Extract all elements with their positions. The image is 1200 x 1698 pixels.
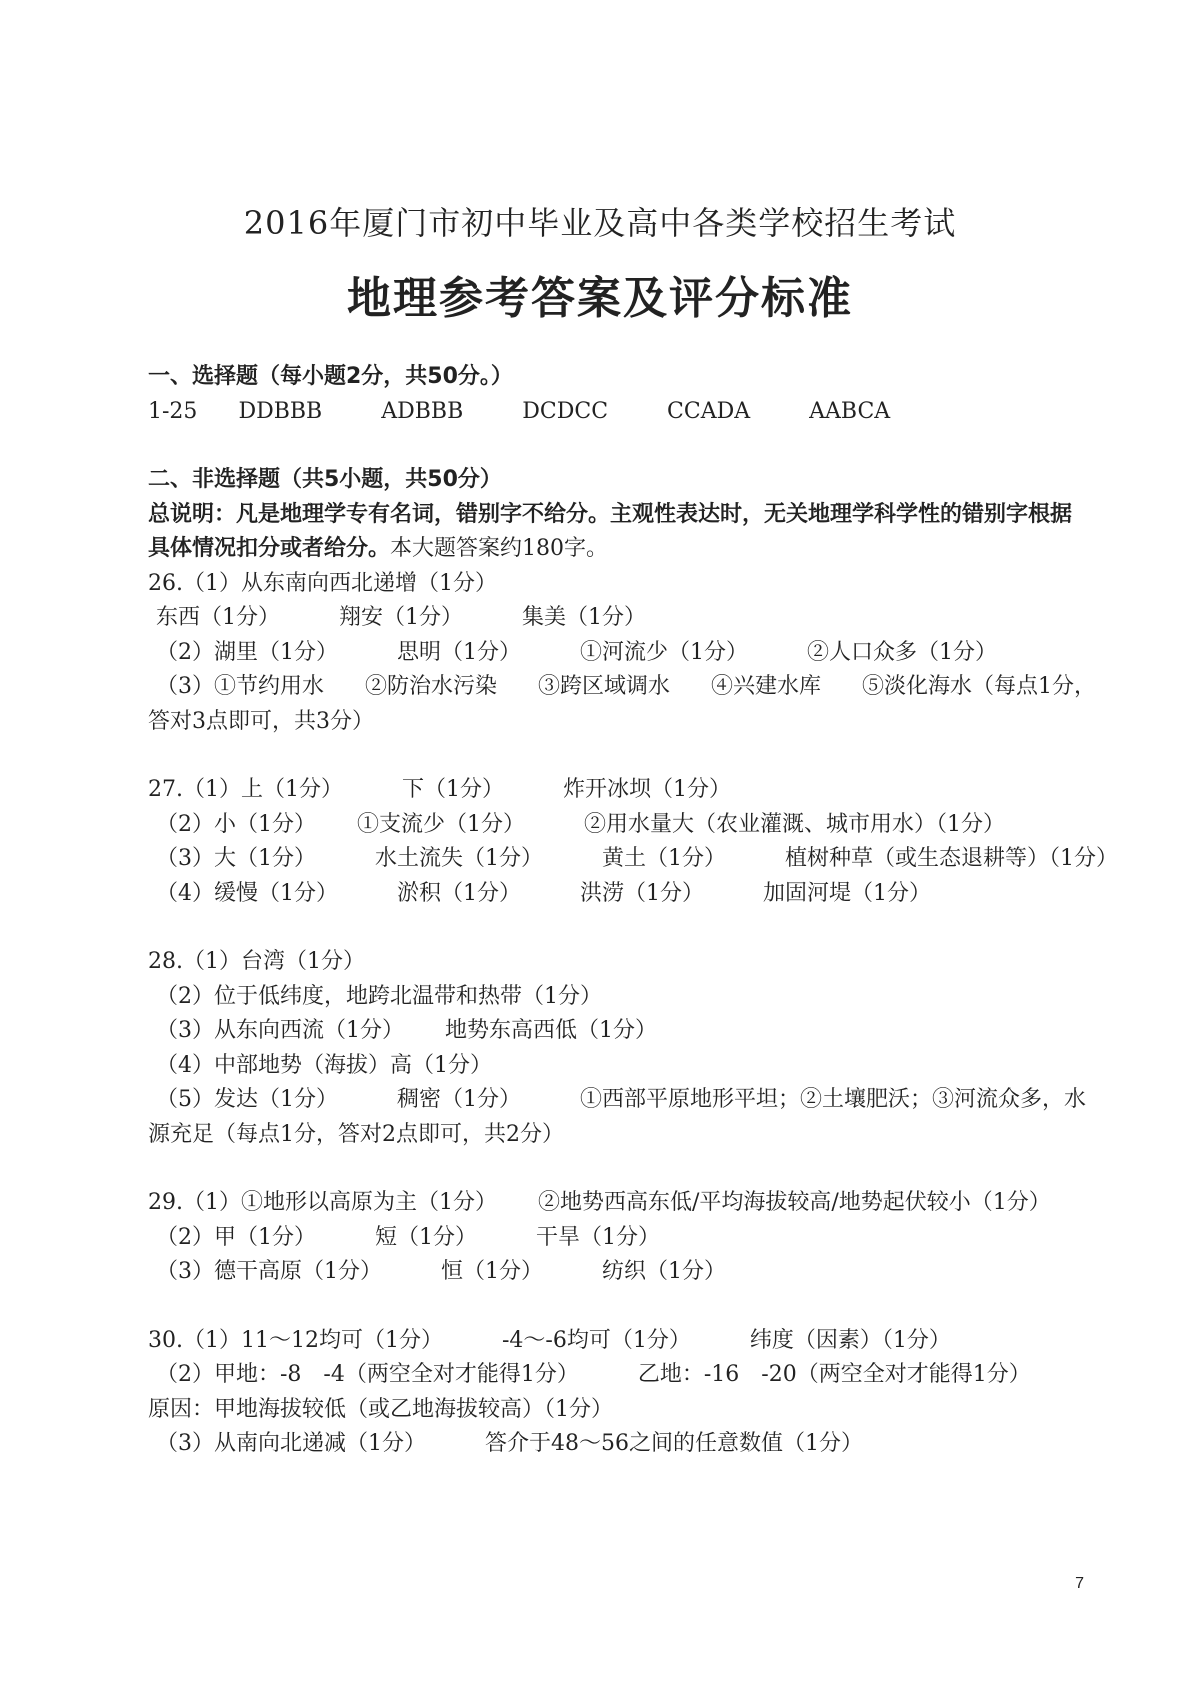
q27-2-item-c: ②用水量大（农业灌溉、城市用水）（1分）	[584, 811, 1005, 837]
q27-2-item-a: （2）小（1分）	[156, 811, 316, 837]
q27-3-item-b: 水土流失（1分）	[375, 846, 543, 871]
q26-3-item-b: ②防治水污染	[365, 674, 498, 699]
q29-1-item-b: ②地势西高东低/平均海拔较高/地势起伏较小（1分）	[537, 1190, 1051, 1215]
q28-line-4	[148, 1049, 1088, 1084]
choice-group-5: AABCA	[809, 398, 891, 424]
q28-3-item-b: 地势东高西低（1分）	[445, 1018, 657, 1043]
q27-1-item-c: 炸开冰坝（1分）	[562, 777, 731, 802]
q28-line-5	[148, 1083, 1088, 1118]
q26-line-4	[148, 670, 1097, 705]
answer-content	[148, 360, 1118, 1462]
q27-line-2	[148, 808, 1088, 843]
section-heading-choice: 一、选择题（每小题2分，共50分。）	[148, 364, 513, 389]
q27-4-item-a: （4）缓慢（1分）	[156, 880, 338, 906]
q30-2-reason: 原因：甲地海拔较低（或乙地海拔较高）（1分）	[148, 1396, 613, 1422]
document-subtitle: 地理参考答案及评分标准	[347, 273, 853, 324]
q27-3-item-a: （3）大（1分）	[156, 846, 316, 871]
q27-1-item-b: 下（1分）	[401, 777, 504, 802]
q26-3-scoring-note: 答对3点即可，共3分）	[148, 708, 374, 734]
q28-line-3	[148, 1014, 1088, 1049]
q30-line-1	[148, 1324, 1088, 1359]
q28-5-item-a: （5）发达（1分）	[156, 1087, 338, 1112]
q29-2-item-c: 干旱（1分）	[536, 1224, 660, 1250]
q26-line-1	[148, 567, 1088, 602]
q27-2-item-b: ①支流少（1分）	[357, 811, 525, 837]
q26-2-item-b: 思明（1分）	[397, 639, 521, 665]
q26-1-answer: 26.（1）从东南向西北递增（1分）	[148, 570, 497, 596]
q26-line-3	[148, 636, 1088, 671]
q26-1-item-a: 东西（1分）	[156, 605, 280, 630]
q26-3-item-d: ④兴建水库	[711, 674, 822, 699]
choice-answers	[148, 395, 1088, 430]
q26-3-item-a: （3）①节约用水	[156, 674, 324, 699]
q29-2-item-b: 短（1分）	[375, 1224, 477, 1250]
q26-3-item-e: ⑤淡化海水（每点1分，	[862, 674, 1097, 699]
q30-line-3	[148, 1393, 1088, 1428]
choice-group-1: DDBBB	[238, 398, 323, 424]
q28-5-item-b: 稠密（1分）	[397, 1087, 521, 1112]
q26-2-item-a: （2）湖里（1分）	[156, 639, 338, 665]
choice-group-4: CCADA	[667, 398, 751, 424]
q28-2-answer: （2）位于低纬度，地跨北温带和热带（1分）	[156, 983, 602, 1009]
general-note	[148, 498, 1088, 567]
q30-1-item-b: -4～-6均可（1分）	[501, 1327, 691, 1353]
q29-2-item-a: （2）甲（1分）	[156, 1224, 316, 1250]
choice-group-3: DCDCC	[522, 398, 609, 424]
q29-line-1	[148, 1186, 1088, 1221]
exam-title: 2016年厦门市初中毕业及高中各类学校招生考试	[243, 204, 957, 242]
q29-3-item-a: （3）德干高原（1分）	[156, 1259, 382, 1284]
q28-4-answer: （4）中部地势（海拔）高（1分）	[156, 1052, 492, 1078]
q28-5-scoring-note: 源充足（每点1分，答对2点即可，共2分）	[148, 1121, 564, 1147]
q28-line-1	[148, 945, 1088, 980]
q26-line-2	[148, 601, 1088, 636]
q26-1-item-b: 翔安（1分）	[339, 605, 463, 630]
general-note-rest: 本大题答案约180字。	[390, 536, 609, 561]
q28-3-item-a: （3）从东向西流（1分）	[156, 1018, 404, 1043]
q26-1-item-c: 集美（1分）	[522, 605, 646, 630]
q30-2-item-b: 乙地：-16 -20（两空全对才能得1分）	[637, 1362, 1031, 1387]
q30-1-item-c: 纬度（因素）（1分）	[749, 1327, 951, 1353]
q27-3-item-d: 植树种草（或生态退耕等）（1分）	[785, 846, 1118, 871]
q27-4-item-c: 洪涝（1分）	[580, 880, 704, 906]
q30-3-item-b: 答介于48～56之间的任意数值（1分）	[485, 1431, 863, 1456]
q28-1-answer: 28.（1）台湾（1分）	[148, 949, 365, 974]
q27-4-item-d: 加固河堤（1分）	[763, 880, 931, 906]
q29-line-2	[148, 1221, 1088, 1256]
q30-1-item-a: 30.（1）11～12均可（1分）	[148, 1327, 443, 1353]
q27-1-item-a: 27.（1）上（1分）	[148, 777, 343, 802]
q28-line-2	[148, 980, 1088, 1015]
q27-line-1	[148, 773, 1088, 808]
q29-3-item-b: 恒（1分）	[441, 1259, 543, 1284]
q26-2-item-d: ②人口众多（1分）	[807, 639, 997, 665]
q27-line-4	[148, 877, 1088, 912]
q26-2-item-c: ①河流少（1分）	[580, 639, 748, 665]
page-number: 7	[1075, 1575, 1084, 1592]
q30-line-4	[148, 1427, 1088, 1462]
q28-5-item-c: ①西部平原地形平坦；②土壤肥沃；③河流众多，水	[580, 1087, 1087, 1112]
q29-3-item-c: 纺织（1分）	[602, 1259, 726, 1284]
q30-2-item-a: （2）甲地：-8 -4（两空全对才能得1分）	[156, 1362, 579, 1387]
section-heading-nonchoice: 二、非选择题（共5小题，共50分）	[148, 467, 502, 492]
q27-3-item-c: 黄土（1分）	[602, 846, 726, 871]
general-note-bold: 总说明：凡是地理学专有名词，错别字不给分。主观性表达时，无关地理学科学性的错别字根据具体情况扣分或者给分。	[148, 501, 1073, 561]
q29-1-item-a: 29.（1）①地形以高原为主（1分）	[148, 1190, 497, 1215]
q30-line-2	[148, 1358, 1088, 1393]
q27-4-item-b: 淤积（1分）	[397, 880, 521, 906]
q28-line-6	[148, 1118, 1088, 1153]
q26-line-5	[148, 705, 1088, 740]
q26-3-item-c: ③跨区域调水	[538, 674, 671, 699]
q29-line-3	[148, 1255, 1088, 1290]
q30-3-item-a: （3）从南向北递减（1分）	[156, 1431, 426, 1456]
q27-line-3	[148, 842, 1118, 877]
choice-range: 1-25	[148, 398, 198, 424]
choice-group-2: ADBBB	[381, 398, 464, 424]
